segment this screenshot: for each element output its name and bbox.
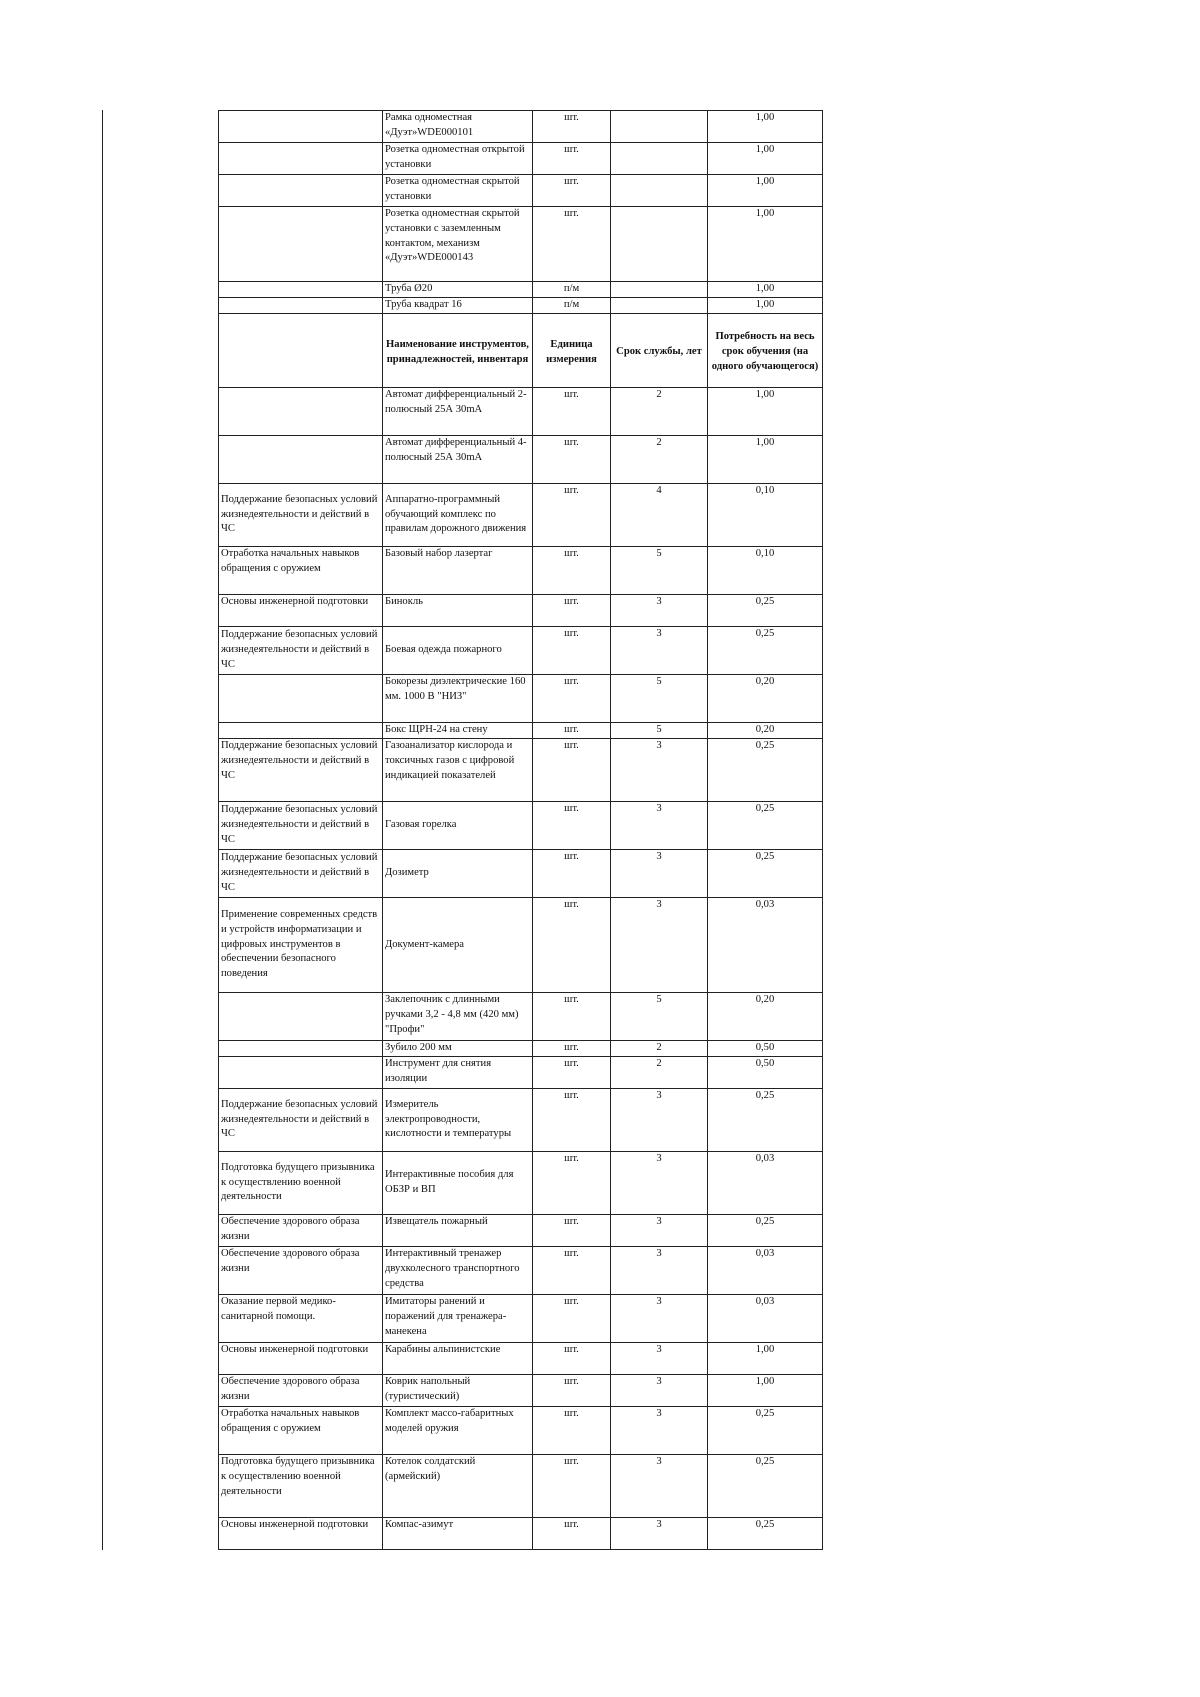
need-cell: 0,03 bbox=[708, 898, 823, 993]
unit-cell: шт. bbox=[533, 723, 611, 739]
item-cell: Имитаторы ранений и поражений для тренажера-манекена bbox=[383, 1295, 533, 1343]
table-row bbox=[219, 675, 823, 723]
need-cell: 1,00 bbox=[708, 1343, 823, 1375]
item-cell: Зубило 200 мм bbox=[383, 1041, 533, 1057]
unit-cell: шт. bbox=[533, 898, 611, 993]
item-cell: Измеритель электропроводности, кислотности и температуры bbox=[383, 1089, 533, 1152]
item-cell: Аппаратно-программный обучающий комплекс по правилам дорожного движения bbox=[383, 484, 533, 547]
need-cell: 0,25 bbox=[708, 802, 823, 850]
table-row bbox=[219, 1518, 823, 1550]
need-cell: 0,20 bbox=[708, 675, 823, 723]
unit-cell: шт. bbox=[533, 436, 611, 484]
item-cell: Интерактивный тренажер двухколесного транспортного средства bbox=[383, 1247, 533, 1295]
section-cell: Основы инженерной подготовки bbox=[219, 595, 383, 627]
section-cell: Основы инженерной подготовки bbox=[219, 1343, 383, 1375]
service-life-cell bbox=[611, 111, 708, 143]
service-life-cell: 3 bbox=[611, 1215, 708, 1247]
need-cell: 1,00 bbox=[708, 388, 823, 436]
need-cell: 1,00 bbox=[708, 143, 823, 175]
unit-cell: п/м bbox=[533, 282, 611, 298]
need-cell: 0,10 bbox=[708, 547, 823, 595]
need-cell: 1,00 bbox=[708, 298, 823, 314]
unit-cell: шт. bbox=[533, 1057, 611, 1089]
section-cell bbox=[219, 993, 383, 1041]
item-cell: Карабины альпинистские bbox=[383, 1343, 533, 1375]
service-life-cell: 3 bbox=[611, 595, 708, 627]
section-cell bbox=[219, 1041, 383, 1057]
item-cell: Компас-азимут bbox=[383, 1518, 533, 1550]
table-row bbox=[219, 1343, 823, 1375]
header-row bbox=[219, 314, 823, 388]
section-cell bbox=[219, 675, 383, 723]
item-cell: Извещатель пожарный bbox=[383, 1215, 533, 1247]
section-cell bbox=[219, 207, 383, 282]
unit-cell: шт. bbox=[533, 850, 611, 898]
need-cell: 0,25 bbox=[708, 850, 823, 898]
service-life-cell: 3 bbox=[611, 1152, 708, 1215]
need-cell: 0,25 bbox=[708, 1215, 823, 1247]
need-cell: 0,03 bbox=[708, 1295, 823, 1343]
unit-cell: шт. bbox=[533, 547, 611, 595]
unit-cell: шт. bbox=[533, 1518, 611, 1550]
service-life-cell: 5 bbox=[611, 993, 708, 1041]
need-cell: 0,10 bbox=[708, 484, 823, 547]
unit-cell: шт. bbox=[533, 1247, 611, 1295]
section-cell: Поддержание безопасных условий жизнедеятельности и действий в ЧС bbox=[219, 627, 383, 675]
header-unit: Единица измерения bbox=[533, 314, 611, 388]
section-cell: Обеспечение здорового образа жизни bbox=[219, 1375, 383, 1407]
table-row bbox=[219, 898, 823, 993]
service-life-cell: 3 bbox=[611, 1518, 708, 1550]
need-cell: 0,25 bbox=[708, 627, 823, 675]
need-cell: 1,00 bbox=[708, 282, 823, 298]
table-row bbox=[219, 388, 823, 436]
service-life-cell: 3 bbox=[611, 1343, 708, 1375]
service-life-cell: 5 bbox=[611, 547, 708, 595]
section-cell: Основы инженерной подготовки bbox=[219, 1518, 383, 1550]
item-cell: Рамка одноместная «Дуэт»WDE000101 bbox=[383, 111, 533, 143]
unit-cell: шт. bbox=[533, 1089, 611, 1152]
table-row bbox=[219, 1152, 823, 1215]
section-cell: Оказание первой медико-санитарной помощи. bbox=[219, 1295, 383, 1343]
table-body-top bbox=[219, 111, 823, 314]
section-cell: Отработка начальных навыков обращения с оружием bbox=[219, 1407, 383, 1455]
need-cell: 0,50 bbox=[708, 1057, 823, 1089]
table-row bbox=[219, 802, 823, 850]
item-cell: Газоанализатор кислорода и токсичных газов с цифровой индикацией показателей bbox=[383, 739, 533, 802]
service-life-cell: 3 bbox=[611, 802, 708, 850]
service-life-cell: 3 bbox=[611, 898, 708, 993]
service-life-cell: 3 bbox=[611, 1089, 708, 1152]
unit-cell: шт. bbox=[533, 993, 611, 1041]
unit-cell: шт. bbox=[533, 1375, 611, 1407]
item-cell: Комплект массо-габаритных моделей оружия bbox=[383, 1407, 533, 1455]
item-cell: Розетка одноместная скрытой установки с заземленным контактом, механизм «Дуэт»WDE000143 bbox=[383, 207, 533, 282]
section-cell: Поддержание безопасных условий жизнедеятельности и действий в ЧС bbox=[219, 802, 383, 850]
unit-cell: шт. bbox=[533, 207, 611, 282]
section-cell bbox=[219, 143, 383, 175]
table-row bbox=[219, 850, 823, 898]
section-cell bbox=[219, 111, 383, 143]
need-cell: 0,03 bbox=[708, 1247, 823, 1295]
item-cell: Розетка одноместная скрытой установки bbox=[383, 175, 533, 207]
unit-cell: шт. bbox=[533, 802, 611, 850]
need-cell: 0,50 bbox=[708, 1041, 823, 1057]
table-row bbox=[219, 436, 823, 484]
table-row bbox=[219, 1215, 823, 1247]
section-cell bbox=[219, 175, 383, 207]
need-cell: 1,00 bbox=[708, 436, 823, 484]
service-life-cell: 2 bbox=[611, 436, 708, 484]
item-cell: Труба квадрат 16 bbox=[383, 298, 533, 314]
service-life-cell: 3 bbox=[611, 850, 708, 898]
service-life-cell: 2 bbox=[611, 1041, 708, 1057]
item-cell: Дозиметр bbox=[383, 850, 533, 898]
table-row bbox=[219, 547, 823, 595]
table-row bbox=[219, 282, 823, 298]
service-life-cell: 3 bbox=[611, 1295, 708, 1343]
item-cell: Бинокль bbox=[383, 595, 533, 627]
item-cell: Документ-камера bbox=[383, 898, 533, 993]
unit-cell: шт. bbox=[533, 175, 611, 207]
unit-cell: шт. bbox=[533, 1041, 611, 1057]
table-row bbox=[219, 993, 823, 1041]
need-cell: 0,25 bbox=[708, 1455, 823, 1518]
section-cell bbox=[219, 723, 383, 739]
item-cell: Автомат дифференциальный 2-полюсный 25А 30mA bbox=[383, 388, 533, 436]
service-life-cell bbox=[611, 143, 708, 175]
service-life-cell: 3 bbox=[611, 1455, 708, 1518]
table-row bbox=[219, 175, 823, 207]
need-cell: 1,00 bbox=[708, 207, 823, 282]
item-cell: Интерактивные пособия для ОБЗР и ВП bbox=[383, 1152, 533, 1215]
item-cell: Розетка одноместная открытой установки bbox=[383, 143, 533, 175]
service-life-cell: 2 bbox=[611, 388, 708, 436]
need-cell: 0,25 bbox=[708, 1518, 823, 1550]
unit-cell: шт. bbox=[533, 627, 611, 675]
table-row bbox=[219, 627, 823, 675]
item-cell: Боевая одежда пожарного bbox=[383, 627, 533, 675]
item-cell: Газовая горелка bbox=[383, 802, 533, 850]
service-life-cell: 2 bbox=[611, 1057, 708, 1089]
service-life-cell: 3 bbox=[611, 1375, 708, 1407]
table-row bbox=[219, 1375, 823, 1407]
inventory-table bbox=[218, 110, 823, 1550]
table-row bbox=[219, 1041, 823, 1057]
unit-cell: шт. bbox=[533, 484, 611, 547]
service-life-cell bbox=[611, 298, 708, 314]
table-body-main bbox=[219, 388, 823, 1550]
need-cell: 1,00 bbox=[708, 111, 823, 143]
section-cell: Применение современных средств и устройств информатизации и цифровых инструментов в обеспечении безопасного поведения bbox=[219, 898, 383, 993]
section-cell bbox=[219, 1057, 383, 1089]
unit-cell: шт. bbox=[533, 388, 611, 436]
unit-cell: шт. bbox=[533, 1343, 611, 1375]
table-row bbox=[219, 1407, 823, 1455]
unit-cell: шт. bbox=[533, 1152, 611, 1215]
unit-cell: шт. bbox=[533, 595, 611, 627]
section-cell bbox=[219, 282, 383, 298]
service-life-cell: 5 bbox=[611, 675, 708, 723]
unit-cell: шт. bbox=[533, 1295, 611, 1343]
item-cell: Коврик напольный (туристический) bbox=[383, 1375, 533, 1407]
section-cell: Поддержание безопасных условий жизнедеятельности и действий в ЧС bbox=[219, 1089, 383, 1152]
unit-cell: шт. bbox=[533, 675, 611, 723]
section-cell bbox=[219, 298, 383, 314]
item-cell: Автомат дифференциальный 4-полюсный 25А 30mA bbox=[383, 436, 533, 484]
need-cell: 0,03 bbox=[708, 1152, 823, 1215]
section-cell: Поддержание безопасных условий жизнедеятельности и действий в ЧС bbox=[219, 484, 383, 547]
need-cell: 0,25 bbox=[708, 739, 823, 802]
table-row bbox=[219, 595, 823, 627]
section-cell: Поддержание безопасных условий жизнедеятельности и действий в ЧС bbox=[219, 739, 383, 802]
item-cell: Бокс ЩРН-24 на стену bbox=[383, 723, 533, 739]
unit-cell: п/м bbox=[533, 298, 611, 314]
section-cell: Отработка начальных навыков обращения с оружием bbox=[219, 547, 383, 595]
item-cell: Бокорезы диэлектрические 160 мм. 1000 В "НИЗ" bbox=[383, 675, 533, 723]
header-section bbox=[219, 314, 383, 388]
table-row bbox=[219, 1057, 823, 1089]
section-cell bbox=[219, 436, 383, 484]
table-row bbox=[219, 1455, 823, 1518]
need-cell: 0,25 bbox=[708, 1089, 823, 1152]
table-row bbox=[219, 111, 823, 143]
section-cell bbox=[219, 388, 383, 436]
service-life-cell bbox=[611, 175, 708, 207]
service-life-cell: 5 bbox=[611, 723, 708, 739]
table-row bbox=[219, 1247, 823, 1295]
unit-cell: шт. bbox=[533, 1455, 611, 1518]
table-row bbox=[219, 207, 823, 282]
need-cell: 1,00 bbox=[708, 175, 823, 207]
need-cell: 0,25 bbox=[708, 1407, 823, 1455]
item-cell: Базовый набор лазертаг bbox=[383, 547, 533, 595]
table-row bbox=[219, 723, 823, 739]
service-life-cell: 3 bbox=[611, 1247, 708, 1295]
unit-cell: шт. bbox=[533, 739, 611, 802]
need-cell: 0,20 bbox=[708, 993, 823, 1041]
unit-cell: шт. bbox=[533, 143, 611, 175]
service-life-cell: 3 bbox=[611, 1407, 708, 1455]
need-cell: 0,20 bbox=[708, 723, 823, 739]
section-cell: Обеспечение здорового образа жизни bbox=[219, 1247, 383, 1295]
item-cell: Труба Ø20 bbox=[383, 282, 533, 298]
service-life-cell: 4 bbox=[611, 484, 708, 547]
service-life-cell bbox=[611, 282, 708, 298]
service-life-cell bbox=[611, 207, 708, 282]
header-life: Срок службы, лет bbox=[611, 314, 708, 388]
need-cell: 0,25 bbox=[708, 595, 823, 627]
table-row bbox=[219, 143, 823, 175]
unit-cell: шт. bbox=[533, 111, 611, 143]
service-life-cell: 3 bbox=[611, 739, 708, 802]
unit-cell: шт. bbox=[533, 1407, 611, 1455]
need-cell: 1,00 bbox=[708, 1375, 823, 1407]
table-header bbox=[219, 314, 823, 388]
header-item: Наименование инструментов, принадлежностей, инвентаря bbox=[383, 314, 533, 388]
header-need: Потребность на весь срок обучения (на одного обучающегося) bbox=[708, 314, 823, 388]
item-cell: Заклепочник с длинными ручками 3,2 - 4,8 мм (420 мм) "Профи" bbox=[383, 993, 533, 1041]
item-cell: Котелок солдатский (армейский) bbox=[383, 1455, 533, 1518]
page-margin-line bbox=[102, 110, 103, 1550]
unit-cell: шт. bbox=[533, 1215, 611, 1247]
table-row bbox=[219, 298, 823, 314]
table-row bbox=[219, 739, 823, 802]
table-row bbox=[219, 1089, 823, 1152]
table-row bbox=[219, 484, 823, 547]
section-cell: Подготовка будущего призывника к осуществлению военной деятельности bbox=[219, 1152, 383, 1215]
section-cell: Подготовка будущего призывника к осуществлению военной деятельности bbox=[219, 1455, 383, 1518]
service-life-cell: 3 bbox=[611, 627, 708, 675]
section-cell: Обеспечение здорового образа жизни bbox=[219, 1215, 383, 1247]
section-cell: Поддержание безопасных условий жизнедеятельности и действий в ЧС bbox=[219, 850, 383, 898]
item-cell: Инструмент для снятия изоляции bbox=[383, 1057, 533, 1089]
table-row bbox=[219, 1295, 823, 1343]
